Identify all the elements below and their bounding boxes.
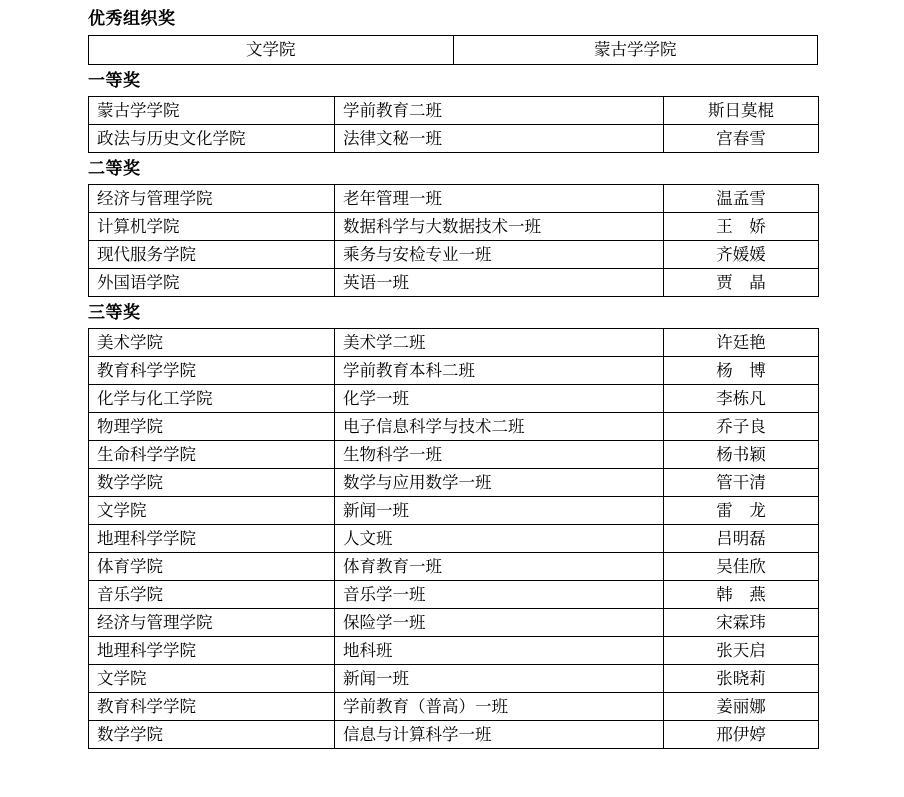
cell-class: 英语一班	[335, 268, 664, 296]
table-row	[89, 524, 819, 552]
cell-name: 吕明磊	[664, 524, 819, 552]
cell-college: 生命科学学院	[89, 440, 335, 468]
cell-name: 韩 燕	[664, 580, 819, 608]
cell-class: 保险学一班	[335, 608, 664, 636]
second-prize-body	[89, 184, 819, 296]
cell-college: 蒙古学学院	[89, 96, 335, 124]
table-row	[89, 412, 819, 440]
table-row	[89, 468, 819, 496]
org-award-winner: 蒙古学学院	[453, 35, 818, 64]
cell-college: 地理科学学院	[89, 524, 335, 552]
cell-name: 许廷艳	[664, 328, 819, 356]
cell-name: 宋霖玮	[664, 608, 819, 636]
cell-name: 杨 博	[664, 356, 819, 384]
cell-class: 新闻一班	[335, 496, 664, 524]
cell-class: 数据科学与大数据技术一班	[335, 212, 664, 240]
cell-class: 新闻一班	[335, 664, 664, 692]
cell-class: 学前教育二班	[335, 96, 664, 124]
cell-college: 音乐学院	[89, 580, 335, 608]
cell-college: 经济与管理学院	[89, 184, 335, 212]
cell-college: 数学学院	[89, 720, 335, 748]
table-row	[89, 268, 819, 296]
table-row	[89, 720, 819, 748]
table-row	[89, 552, 819, 580]
cell-class: 化学一班	[335, 384, 664, 412]
cell-name: 管干清	[664, 468, 819, 496]
cell-college: 物理学院	[89, 412, 335, 440]
cell-class: 数学与应用数学一班	[335, 468, 664, 496]
third-prize-table	[88, 328, 819, 749]
table-row	[89, 240, 819, 268]
table-row	[89, 664, 819, 692]
document-content	[88, 8, 818, 749]
table-row	[89, 384, 819, 412]
cell-class: 电子信息科学与技术二班	[335, 412, 664, 440]
table-row	[89, 692, 819, 720]
table-row	[89, 580, 819, 608]
cell-college: 体育学院	[89, 552, 335, 580]
first-prize-body	[89, 96, 819, 152]
cell-class: 信息与计算科学一班	[335, 720, 664, 748]
organization-award-body	[89, 35, 818, 64]
cell-name: 张晓莉	[664, 664, 819, 692]
table-row	[89, 96, 819, 124]
table-row	[89, 608, 819, 636]
table-row	[89, 212, 819, 240]
table-row	[89, 35, 818, 64]
page-title: 优秀组织奖	[88, 9, 176, 28]
first-prize-table	[88, 96, 819, 153]
cell-class: 人文班	[335, 524, 664, 552]
section-title-third-prize: 三等奖	[88, 302, 141, 322]
cell-class: 地科班	[335, 636, 664, 664]
cell-college: 政法与历史文化学院	[89, 124, 335, 152]
cell-college: 化学与化工学院	[89, 384, 335, 412]
cell-college: 美术学院	[89, 328, 335, 356]
cell-class: 美术学二班	[335, 328, 664, 356]
cell-college: 现代服务学院	[89, 240, 335, 268]
cell-class: 法律文秘一班	[335, 124, 664, 152]
cell-class: 乘务与安检专业一班	[335, 240, 664, 268]
cell-name: 姜丽娜	[664, 692, 819, 720]
cell-name: 吴佳欣	[664, 552, 819, 580]
third-prize-body	[89, 328, 819, 748]
cell-college: 文学院	[89, 496, 335, 524]
cell-class: 音乐学一班	[335, 580, 664, 608]
table-row	[89, 356, 819, 384]
cell-name: 雷 龙	[664, 496, 819, 524]
organization-award-table	[88, 35, 818, 65]
cell-name: 斯日莫棍	[664, 96, 819, 124]
cell-name: 乔子良	[664, 412, 819, 440]
cell-class: 学前教育本科二班	[335, 356, 664, 384]
cell-name: 温孟雪	[664, 184, 819, 212]
table-row	[89, 124, 819, 152]
cell-name: 贾 晶	[664, 268, 819, 296]
cell-name: 邢伊婷	[664, 720, 819, 748]
cell-college: 计算机学院	[89, 212, 335, 240]
cell-class: 体育教育一班	[335, 552, 664, 580]
cell-name: 王 娇	[664, 212, 819, 240]
org-award-winner: 文学院	[89, 35, 454, 64]
second-prize-table	[88, 184, 819, 297]
cell-name: 张天启	[664, 636, 819, 664]
section-title-first-prize: 一等奖	[88, 70, 141, 90]
table-row	[89, 440, 819, 468]
cell-college: 外国语学院	[89, 268, 335, 296]
cell-college: 经济与管理学院	[89, 608, 335, 636]
section-title-second-prize: 二等奖	[88, 158, 141, 178]
table-row	[89, 184, 819, 212]
cell-name: 齐媛媛	[664, 240, 819, 268]
cell-college: 数学学院	[89, 468, 335, 496]
cell-name: 宫春雪	[664, 124, 819, 152]
table-row	[89, 636, 819, 664]
cell-class: 生物科学一班	[335, 440, 664, 468]
cell-college: 教育科学学院	[89, 692, 335, 720]
cell-college: 文学院	[89, 664, 335, 692]
table-row	[89, 328, 819, 356]
cell-name: 杨书颖	[664, 440, 819, 468]
cell-college: 教育科学学院	[89, 356, 335, 384]
table-row	[89, 496, 819, 524]
cell-college: 地理科学学院	[89, 636, 335, 664]
cell-class: 老年管理一班	[335, 184, 664, 212]
cell-name: 李栋凡	[664, 384, 819, 412]
cell-class: 学前教育（普高）一班	[335, 692, 664, 720]
